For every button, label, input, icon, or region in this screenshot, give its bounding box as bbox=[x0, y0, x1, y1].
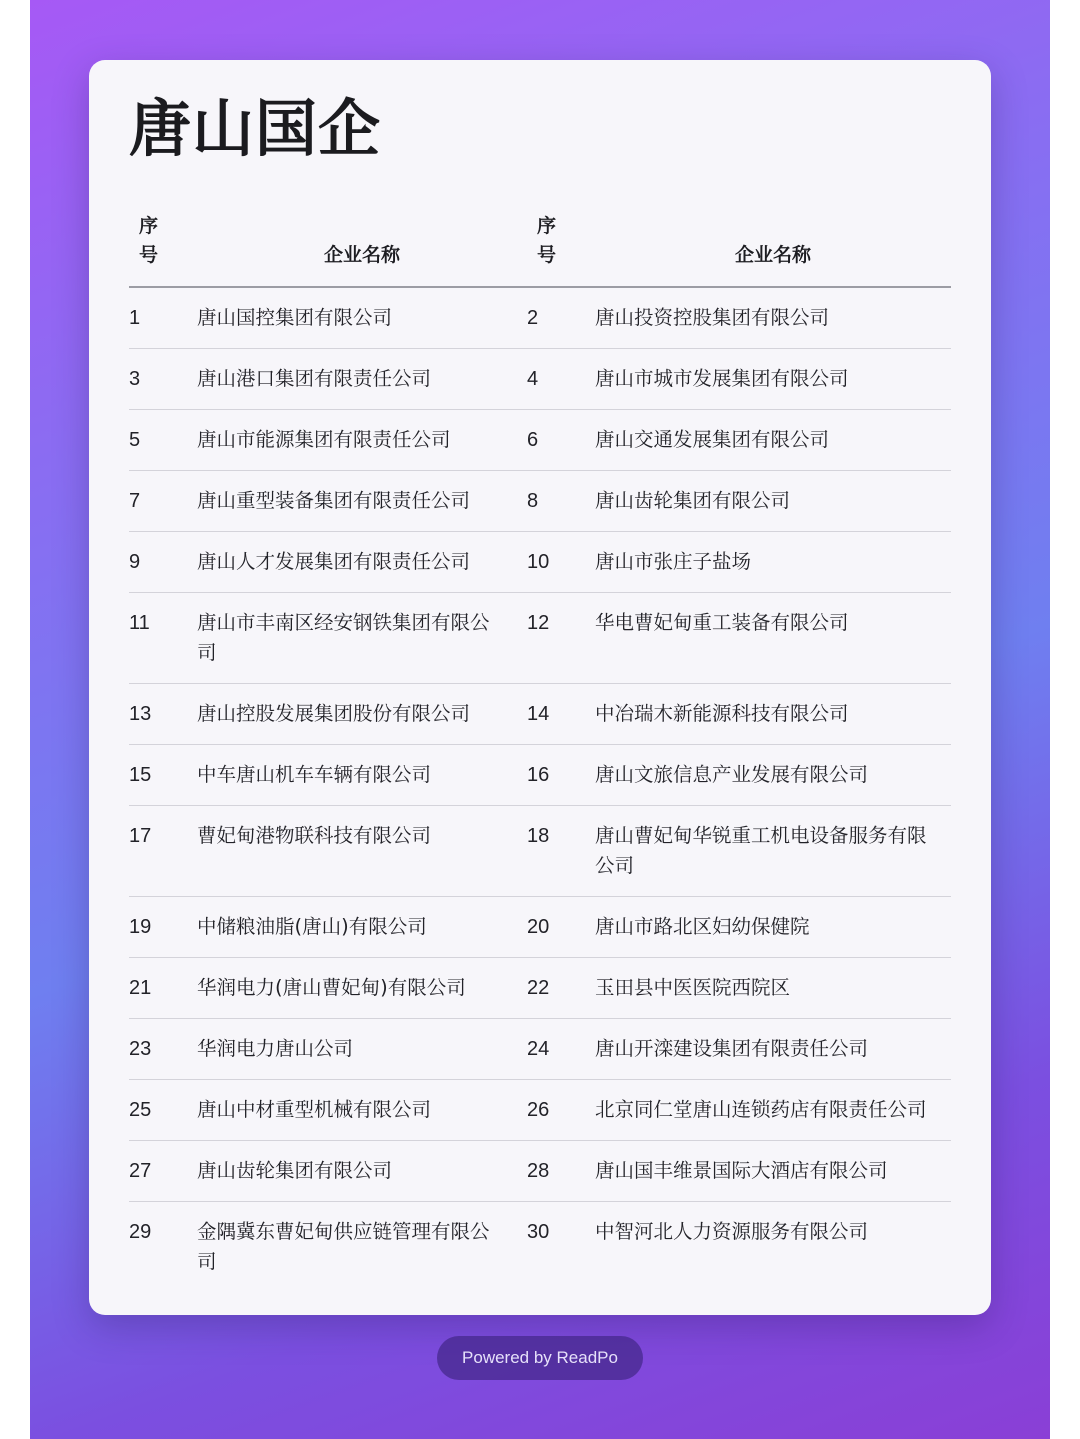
cell-company-right: 唐山投资控股集团有限公司 bbox=[595, 287, 951, 349]
cell-serial-left: 17 bbox=[129, 806, 197, 897]
cell-serial-left: 23 bbox=[129, 1019, 197, 1080]
cell-company-right: 唐山文旅信息产业发展有限公司 bbox=[595, 745, 951, 806]
table-header bbox=[129, 200, 951, 287]
table-row bbox=[129, 958, 951, 1019]
table-row bbox=[129, 287, 951, 349]
cell-company-left: 唐山国控集团有限公司 bbox=[197, 287, 527, 349]
cell-serial-right: 28 bbox=[527, 1141, 595, 1202]
cell-company-right: 华电曹妃甸重工装备有限公司 bbox=[595, 593, 951, 684]
header-company-right: 企业名称 bbox=[595, 200, 951, 287]
cell-company-right: 北京同仁堂唐山连锁药店有限责任公司 bbox=[595, 1080, 951, 1141]
cell-company-right: 唐山开滦建设集团有限责任公司 bbox=[595, 1019, 951, 1080]
cell-serial-right: 4 bbox=[527, 349, 595, 410]
cell-company-right: 唐山市张庄子盐场 bbox=[595, 532, 951, 593]
cell-serial-left: 19 bbox=[129, 897, 197, 958]
cell-serial-right: 24 bbox=[527, 1019, 595, 1080]
cell-serial-left: 21 bbox=[129, 958, 197, 1019]
page-title: 唐山国企 bbox=[129, 92, 382, 165]
cell-serial-left: 9 bbox=[129, 532, 197, 593]
cell-serial-left: 3 bbox=[129, 349, 197, 410]
cell-company-right: 唐山曹妃甸华锐重工机电设备服务有限公司 bbox=[595, 806, 951, 897]
header-row bbox=[129, 200, 951, 287]
table-row bbox=[129, 806, 951, 897]
cell-company-left: 唐山重型装备集团有限责任公司 bbox=[197, 471, 527, 532]
powered-by-badge[interactable]: Powered by ReadPo bbox=[437, 1336, 643, 1380]
company-table bbox=[129, 200, 951, 1292]
cell-serial-left: 1 bbox=[129, 287, 197, 349]
cell-company-left: 中储粮油脂(唐山)有限公司 bbox=[197, 897, 527, 958]
cell-serial-right: 30 bbox=[527, 1221, 550, 1243]
table-row bbox=[129, 684, 951, 745]
header-serial-left bbox=[129, 200, 197, 287]
cell-company-left: 华润电力(唐山曹妃甸)有限公司 bbox=[197, 958, 527, 1019]
cell-company-left: 唐山市丰南区经安钢铁集团有限公司 bbox=[197, 593, 527, 684]
cell-company-right: 唐山市城市发展集团有限公司 bbox=[595, 349, 951, 410]
table-row bbox=[129, 532, 951, 593]
cell-company-left: 金隅冀东曹妃甸供应链管理有限公司 bbox=[197, 1220, 490, 1273]
cell-serial-left: 11 bbox=[129, 593, 197, 684]
cell-serial-right: 16 bbox=[527, 745, 595, 806]
table-row bbox=[129, 1019, 951, 1080]
cell-company-right: 玉田县中医医院西院区 bbox=[595, 958, 951, 1019]
cell-company-left: 唐山齿轮集团有限公司 bbox=[197, 1141, 527, 1202]
table-body bbox=[129, 287, 951, 1292]
cell-serial-right: 26 bbox=[527, 1080, 595, 1141]
table-row bbox=[129, 349, 951, 410]
header-company-left: 企业名称 bbox=[197, 200, 527, 287]
cell-company-left: 唐山中材重型机械有限公司 bbox=[197, 1080, 527, 1141]
cell-serial-left: 25 bbox=[129, 1080, 197, 1141]
gradient-background bbox=[30, 0, 1050, 1439]
cell-serial-left: 7 bbox=[129, 471, 197, 532]
table-row bbox=[129, 1080, 951, 1141]
cell-company-right: 唐山齿轮集团有限公司 bbox=[595, 471, 951, 532]
table-row bbox=[129, 1202, 951, 1293]
table-row bbox=[129, 593, 951, 684]
cell-serial-right: 10 bbox=[527, 532, 595, 593]
header-serial-left-label: 序号 bbox=[139, 215, 159, 266]
header-serial-right-label: 序号 bbox=[537, 215, 557, 266]
cell-serial-left: 15 bbox=[129, 745, 197, 806]
cell-serial-left: 27 bbox=[129, 1141, 197, 1202]
cell-serial-right: 6 bbox=[527, 410, 595, 471]
cell-company-left: 唐山人才发展集团有限责任公司 bbox=[197, 532, 527, 593]
cell-serial-left: 13 bbox=[129, 684, 197, 745]
cell-serial-right: 22 bbox=[527, 958, 595, 1019]
table-row bbox=[129, 410, 951, 471]
cell-company-left: 唐山港口集团有限责任公司 bbox=[197, 349, 527, 410]
table-row bbox=[129, 897, 951, 958]
table-row bbox=[129, 1141, 951, 1202]
content-card bbox=[89, 60, 991, 1315]
cell-company-left: 曹妃甸港物联科技有限公司 bbox=[197, 806, 527, 897]
cell-company-right: 唐山国丰维景国际大酒店有限公司 bbox=[595, 1141, 951, 1202]
cell-serial-right: 12 bbox=[527, 593, 595, 684]
cell-serial-right: 8 bbox=[527, 471, 595, 532]
cell-company-right: 中智河北人力资源服务有限公司 bbox=[595, 1220, 869, 1243]
cell-company-left: 唐山控股发展集团股份有限公司 bbox=[197, 684, 527, 745]
cell-serial-left: 5 bbox=[129, 410, 197, 471]
cell-serial-right: 20 bbox=[527, 897, 595, 958]
cell-serial-right: 14 bbox=[527, 684, 595, 745]
cell-serial-right: 18 bbox=[527, 806, 595, 897]
cell-company-right: 唐山交通发展集团有限公司 bbox=[595, 410, 951, 471]
cell-serial-left: 29 bbox=[129, 1221, 152, 1243]
header-serial-right bbox=[527, 200, 595, 287]
cell-serial-right: 2 bbox=[527, 287, 595, 349]
cell-company-left: 唐山市能源集团有限责任公司 bbox=[197, 410, 527, 471]
table-row bbox=[129, 745, 951, 806]
cell-company-right: 中冶瑞木新能源科技有限公司 bbox=[595, 684, 951, 745]
cell-company-right: 唐山市路北区妇幼保健院 bbox=[595, 897, 951, 958]
cell-company-left: 中车唐山机车车辆有限公司 bbox=[197, 745, 527, 806]
table-row bbox=[129, 471, 951, 532]
cell-company-left: 华润电力唐山公司 bbox=[197, 1019, 527, 1080]
